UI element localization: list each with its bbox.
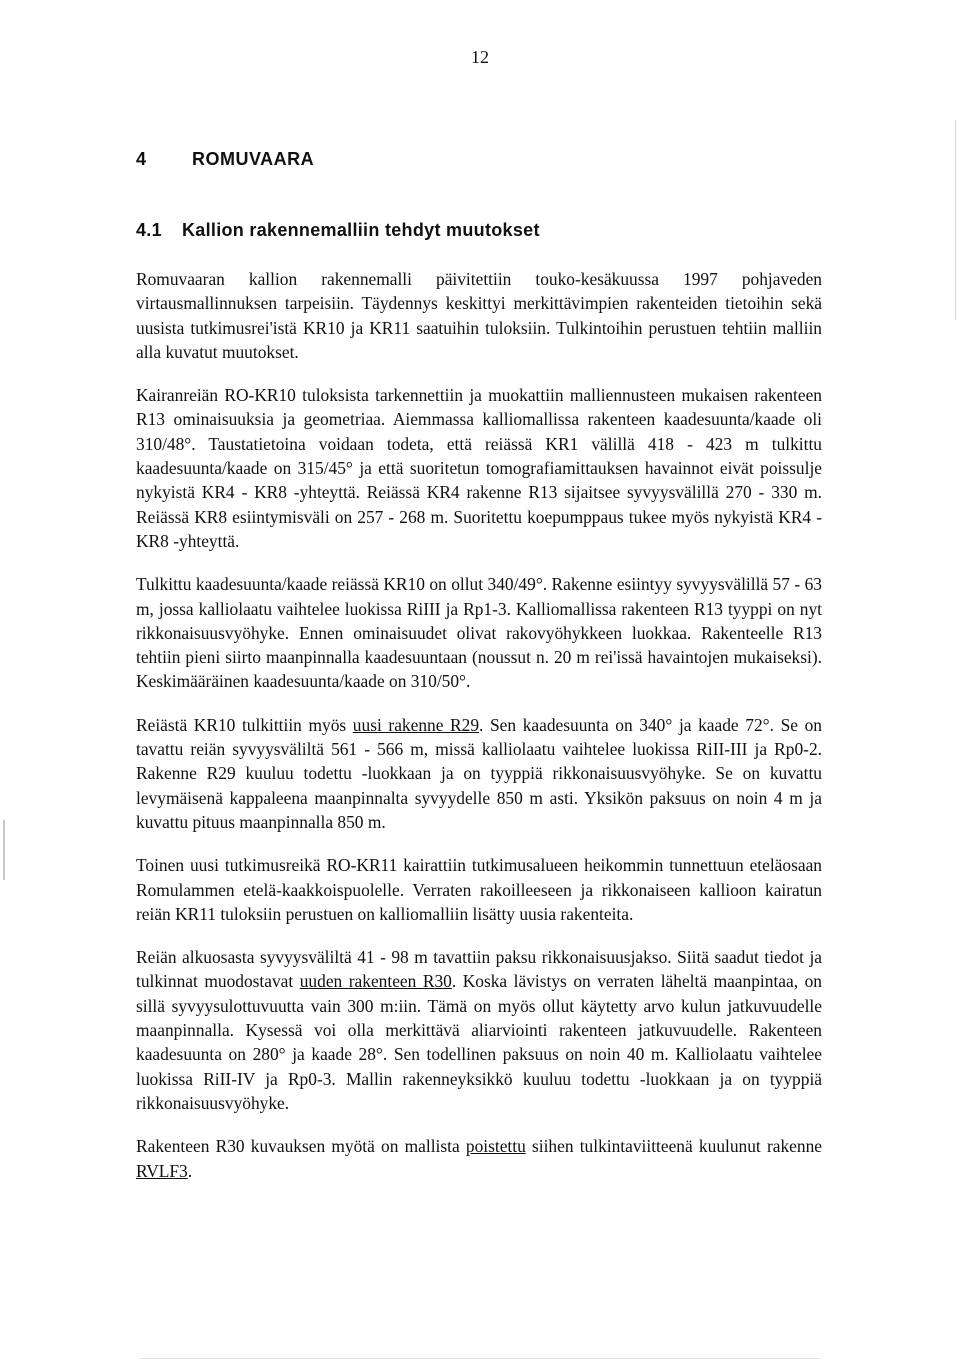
paragraph-text: . Koska lävistys on verraten läheltä maanpintaa, on sillä syvyysulottuvuutta vain 300 m:iin. Tämä on myös ollut käytetty arvo kulun jatkuvuudelle maanpinnalla. Kysessä voi olla merkittävä aliarviointi rakenteen jatkuvuudelle. Rakenteen kaadesuunta on 280° ja kaade 28°. Sen todellinen paksuus on noin 40 m. Kalliolaatu vaihtelee luokissa RiII-IV ja Rp0-3. Mallin rakenneyksikkö kuuluu todettu -luokkaan ja on tyyppiä rikkonaisuusvyöhyke. bbox=[136, 971, 822, 1113]
chapter-heading bbox=[136, 149, 314, 170]
paragraph-text: . Sen kaadesuunta on 340° ja kaade 72°. Se on tavattu reiän syvyysväliltä 561 - 566 m, missä kalliolaatu vaihtelee luokissa RiII-III ja Rp0-2. Rakenne R29 kuuluu todettu -luokkaan ja on tyyppiä rikkonaisuusvyöhyke. Se on kuvattu levymäisenä kappaleena maanpinnalta syvyydelle 850 m asti. Yksikön paksuus on noin 4 m ja kuvattu pituus maanpinnalla 850 m. bbox=[136, 714, 822, 832]
paragraph-text: Reiästä KR10 tulkittiin myös bbox=[136, 714, 353, 735]
paragraph: Toinen uusi tutkimusreikä RO-KR11 kairattiin tutkimusalueen heikommin tunnettuun eteläosaan Romulammen etelä-kaakkoispuolelle. Verraten rakoilleeseen ja rikkonaiseen kallioon kairatun reiän KR11 tuloksiin perustuen on kalliomalliin lisätty uusia rakenteita. bbox=[136, 855, 822, 924]
section-number: 4.1 bbox=[136, 220, 162, 240]
underlined-term-poistettu: poistettu bbox=[465, 1136, 526, 1157]
paragraph-text: siihen tulkintaviitteenä kuulunut rakenne bbox=[525, 1136, 822, 1157]
section-title: Kallion rakennemalliin tehdyt muutokset bbox=[182, 220, 540, 240]
paragraph bbox=[136, 945, 822, 1115]
section-heading bbox=[136, 220, 540, 241]
scan-edge-mark bbox=[3, 820, 5, 880]
paragraph-text: Reiän alkuosasta syvyysväliltä 41 - 98 m tavattiin paksu rikkonaisuusjakso. Siitä saadut tiedot ja tulkinnat muodostavat bbox=[136, 947, 822, 992]
page-number: 12 bbox=[471, 47, 489, 67]
paragraph: Tulkittu kaadesuunta/kaade reiässä KR10 on ollut 340/49°. Rakenne esiintyy syvyysvälillä 57 - 63 m, jossa kalliolaatu vaihtelee luokissa RiIII ja Rp1-3. Kalliomallissa rakenteen R13 tyyppi on nyt rikkonaisuusvyöhyke. Ennen ominaisuudet olivat rakovyöhykkeen luokkaa. Rakenteelle R13 tehtiin pieni siirto maanpinnalla kaadesuuntaan (noussut n. 20 m rei'issä havaintojen mukaiseksi). Keskimääräinen kaadesuunta/kaade on 310/50°. bbox=[136, 574, 822, 692]
bottom-rule bbox=[140, 1358, 820, 1359]
paragraph-text: . bbox=[187, 1160, 193, 1181]
chapter-title: ROMUVAARA bbox=[192, 149, 315, 169]
paragraph-text: Rakenteen R30 kuvauksen myötä on mallista bbox=[136, 1136, 466, 1157]
paragraph bbox=[136, 1134, 822, 1183]
chapter-number: 4 bbox=[136, 149, 147, 169]
paragraph: Romuvaaran kallion rakennemalli päivitettiin touko-kesäkuussa 1997 pohjaveden virtausmallinnuksen tarpeisiin. Täydennys keskittyi merkittävimpien rakenteiden tietoihin sekä uusista tutkimusrei'istä KR10 ja KR11 saatuihin tuloksiin. Tulkintoihin perustuen tehtiin malliin alla kuvatut muutokset. bbox=[136, 269, 822, 362]
paragraph: Kairanreiän RO-KR10 tuloksista tarkennettiin ja muokattiin malliennusteen mukaisen rakenteen R13 ominaisuuksia ja geometriaa. Aiemmassa kalliomallissa rakenteen kaadesuunta/kaade oli 310/48°. Taustatietoina voidaan todeta, että reiässä KR1 välillä 418 - 423 m tulkittu kaadesuunta/kaade on 315/45° ja että suoritetun tomografiamittauksen havainnot eivät poissulje nykyistä KR4 - KR8 -yhteyttä. Reiässä KR4 rakenne R13 sijaitsee syvyysvälillä 270 - 330 m. Reiässä KR8 esiintymisväli on 257 - 268 m. Suoritettu koepumppaus tukee myös nykyistä KR4 - KR8 -yhteyttä. bbox=[136, 385, 822, 551]
underlined-term-rvlf3: RVLF3 bbox=[136, 1160, 188, 1181]
paragraph bbox=[136, 713, 822, 834]
body-text bbox=[136, 267, 822, 1202]
scan-edge-mark bbox=[955, 120, 956, 320]
underlined-term-r29: uusi rakenne R29 bbox=[352, 714, 480, 735]
underlined-term-r30: uuden rakenteen R30 bbox=[299, 971, 452, 992]
